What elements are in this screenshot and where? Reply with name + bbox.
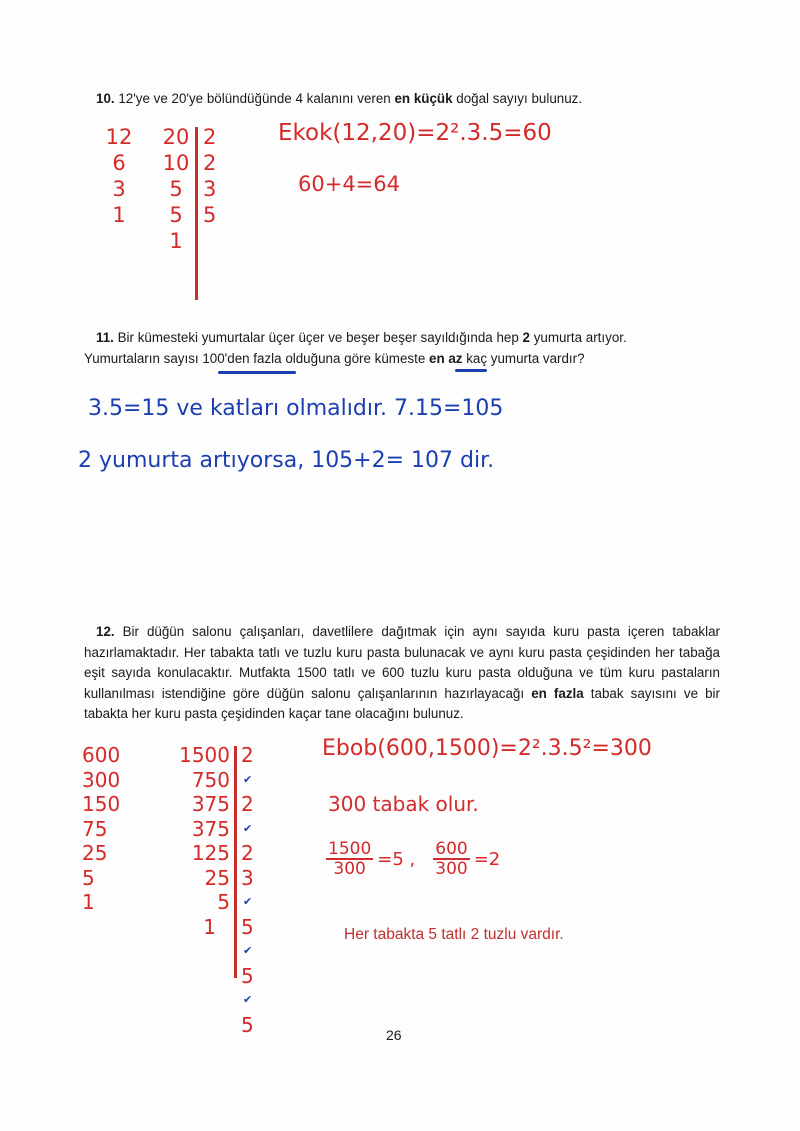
q12-division-col-b: 1500 750 375 375 125 25 5 1 <box>179 743 230 939</box>
q10-divisors: 2 2 3 5 <box>203 125 217 227</box>
q12-fractions: $\frac{1500}{300}$ =5 , $\frac{600}{300}$ =2 <box>328 839 501 879</box>
check-mark-icon: ✔ <box>243 895 253 908</box>
q12-plates-line: 300 tabak olur. <box>328 792 479 816</box>
q10-division-col-a: 12 6 3 1 <box>105 125 133 227</box>
underline-en-az <box>455 369 487 372</box>
question-number: 10. <box>96 91 115 106</box>
q12-division-col-a: 600 300 150 75 25 5 1 <box>82 743 121 914</box>
fraction-600-over-300: $\frac{600}{300}$ <box>435 839 468 879</box>
q11-answer-line1: 3.5=15 ve katları olmalıdır. 7.15=105 <box>88 396 504 421</box>
q10-division-line <box>195 127 198 300</box>
q10-lcm-line: Ekok(12,20)=2².3.5=60 <box>278 120 552 146</box>
underline-100den-fazla <box>218 371 296 374</box>
check-mark-icon: ✔ <box>243 944 253 957</box>
q10-division-col-b: 20 10 5 5 1 <box>162 125 190 253</box>
question-11: 11. Bir kümesteki yumurtalar üçer üçer ve beşer beşer sayıldığında hep 2 yumurta artıyor. Yumurtaların sayısı 100'den fazla olduğuna göre kümeste en az kaç yumurta vardır? <box>84 330 627 366</box>
fraction-1500-over-300: $\frac{1500}{300}$ <box>328 839 372 879</box>
q12-conclusion: Her tabakta 5 tatlı 2 tuzlu vardır. <box>344 926 564 943</box>
question-12: 12. Bir düğün salonu çalışanları, davetlilere dağıtmak için aynı sayıda kuru pasta içeren tabaklar hazırlamaktadır. Her tabakta tatlı ve tuzlu kuru pasta bulunacak ve aynı kuru pasta çeşidinden her tabağa eşit sayıda konulacaktır. Mutfakta 1500 tatlı ve 600 tuzlu kuru pasta olduğuna ve tüm kuru pastaların kullanılması istendiğine göre düğün salonu çalışanlarının hazırlayacağı en fazla tabak sayısını ve bir tabakta her kuru pasta çeşidinden kaçar tane olacağını bulunuz. <box>84 624 720 721</box>
q12-gcd-line: Ebob(600,1500)=2².3.5²=300 <box>322 736 652 761</box>
page-number: 26 <box>386 1027 402 1043</box>
q10-result-line: 60+4=64 <box>298 172 400 196</box>
check-mark-icon: ✔ <box>243 993 253 1006</box>
question-10: 10. 12'ye ve 20'ye bölündüğünde 4 kalanını veren en küçük doğal sayıyı bulunuz. <box>96 91 583 106</box>
q12-division-line <box>234 746 237 978</box>
q11-answer-line2: 2 yumurta artıyorsa, 105+2= 107 dir. <box>78 448 495 473</box>
check-mark-icon: ✔ <box>243 821 253 835</box>
check-mark-icon: ✔ <box>243 772 253 786</box>
q12-divisors: 2 ✔ 2 ✔ 2 3 ✔ 5 ✔ 5 ✔ 5 <box>241 743 254 1037</box>
